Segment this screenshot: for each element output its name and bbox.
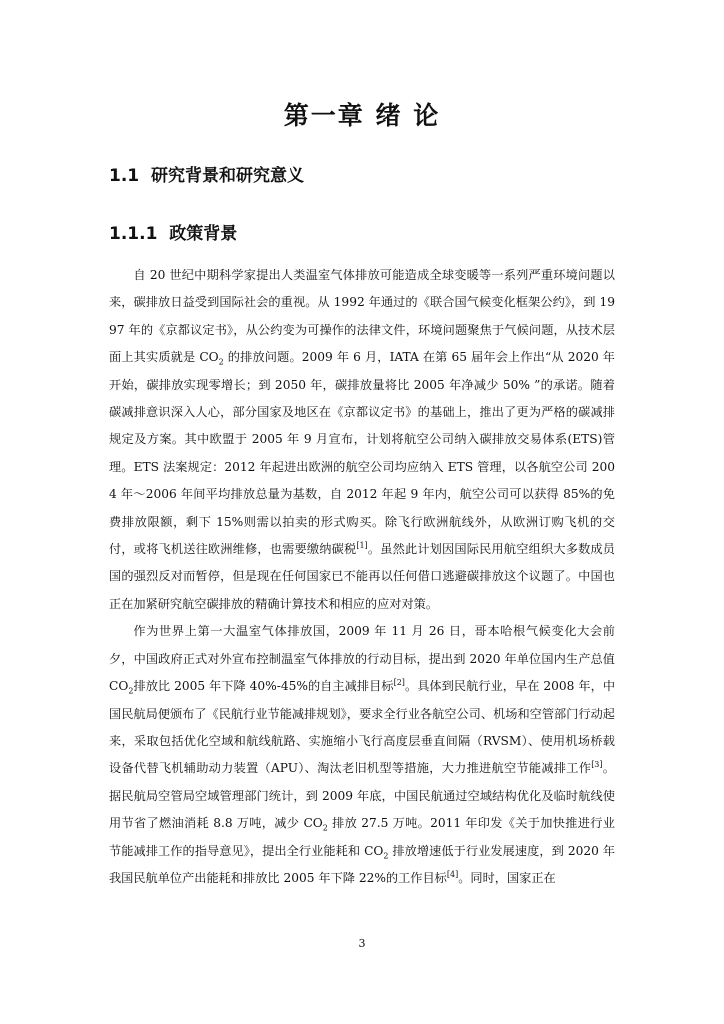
paragraph-2 — [109, 618, 615, 892]
citation: [2] — [393, 678, 405, 688]
subsection-heading — [109, 219, 237, 244]
subscript: 2 — [322, 823, 328, 833]
section-heading — [109, 161, 304, 186]
text-run: 排放 27.5 万吨。2011 年印发《关于加快推进行业节能减排工作的指导意见》，提出全行业能耗和 CO — [109, 816, 615, 858]
text-run: 排放比 2005 年下降 40%-45%的自主减排目标 — [133, 679, 394, 694]
page-number: 3 — [358, 937, 366, 950]
subsection-number: 1.1.1 — [109, 224, 158, 244]
text-run: 。同时，国家正在 — [458, 870, 556, 885]
section-title: 研究背景和研究意义 — [150, 166, 304, 186]
text-run: 作为世界上第一大温室气体排放国，2009 年 11 月 26 日，哥本哈根气候变化大会前夕，中国政府正式对外宣布控制温室气体排放的行动目标，提出到 2020 年单位国内生产总值 CO — [109, 624, 615, 694]
citation: [3] — [591, 760, 603, 770]
text-run: 排放增速低于行业发展速度，到 2020 年我国民航单位产出能耗和排放比 2005 年下降 22%的工作目标 — [109, 843, 616, 885]
chapter-title: 第一章 绪 论 — [283, 101, 441, 130]
subscript: 2 — [128, 686, 134, 696]
text-run: 。具体到民航行业，早在 2008 年，中国民航局便颁布了《民航行业节能减排规划》，要求全行业各航空公司、机场和空管部门行动起来，采取包括优化空域和航线航路、实施缩小飞行高度层垂直间隔（RVSM）、使用机场桥载设备代替飞机辅助动力装置（APU）、淘汰老旧机型等措施，大力推进航空节能减排工作 — [109, 679, 616, 776]
body-text — [109, 262, 615, 892]
subscript: 2 — [218, 357, 224, 367]
subscript: 2 — [383, 850, 389, 860]
text-run: 。据民航局空管局空域管理部门统计，到 2009 年底，中国民航通过空域结构优化及临时航线使用节省了燃油消耗 8.8 万吨，减少 CO — [109, 761, 615, 831]
text-run: 的排放问题。2009 年 6 月，IATA 在第 65 届年会上作出“从 2020 年开始，碳排放实现零增长；到 2050 年，碳排放量将比 2005 年净减少 50% ”的承诺。随着碳减排意识深入人心，部分国家及地区在《京都议定书》的基础上，推出了更为严格的碳减排规定及方案。其中欧盟于 2005 年 9 月宣布，计划将航空公司纳入碳排放交易体系(ETS)管理。ETS 法案规定：2012 年起进出欧洲的航空公司均应纳入 ETS 管理，以各航空公司 2004 年～2006 年间平均排放总量为基数，自 2012 年起 9 年内，航空公司可以获得 85%的免费排放限额，剩下 15%则需以拍卖的形式购买。除飞行欧洲航线外，从欧洲订购飞机的交付，或将飞机送往欧洲维修，也需要缴纳碳税 — [109, 350, 615, 557]
paragraph-1 — [109, 262, 615, 618]
citation: [4] — [446, 869, 459, 879]
section-number: 1.1 — [109, 166, 140, 186]
citation: [1] — [356, 541, 368, 550]
text-run: 。虽然此计划因国际民用航空组织大多数成员国的强烈反对而暂停，但是现在任何国家已不能再以任何借口逃避碳排放这个议题了。中国也正在加紧研究航空碳排放的精确计算技术和相应的应对对策。 — [109, 542, 615, 611]
subsection-title: 政策背景 — [169, 224, 238, 244]
text-run: 自 20 世纪中期科学家提出人类温室气体排放可能造成全球变暖等一系列严重环境问题以来，碳排放日益受到国际社会的重视。从 1992 年通过的《联合国气候变化框架公约》，到 1997 年的《京都议定书》，从公约变为可操作的法律文件，环境问题聚焦于气候问题，从技术层面上其实质就是 CO — [109, 268, 615, 365]
